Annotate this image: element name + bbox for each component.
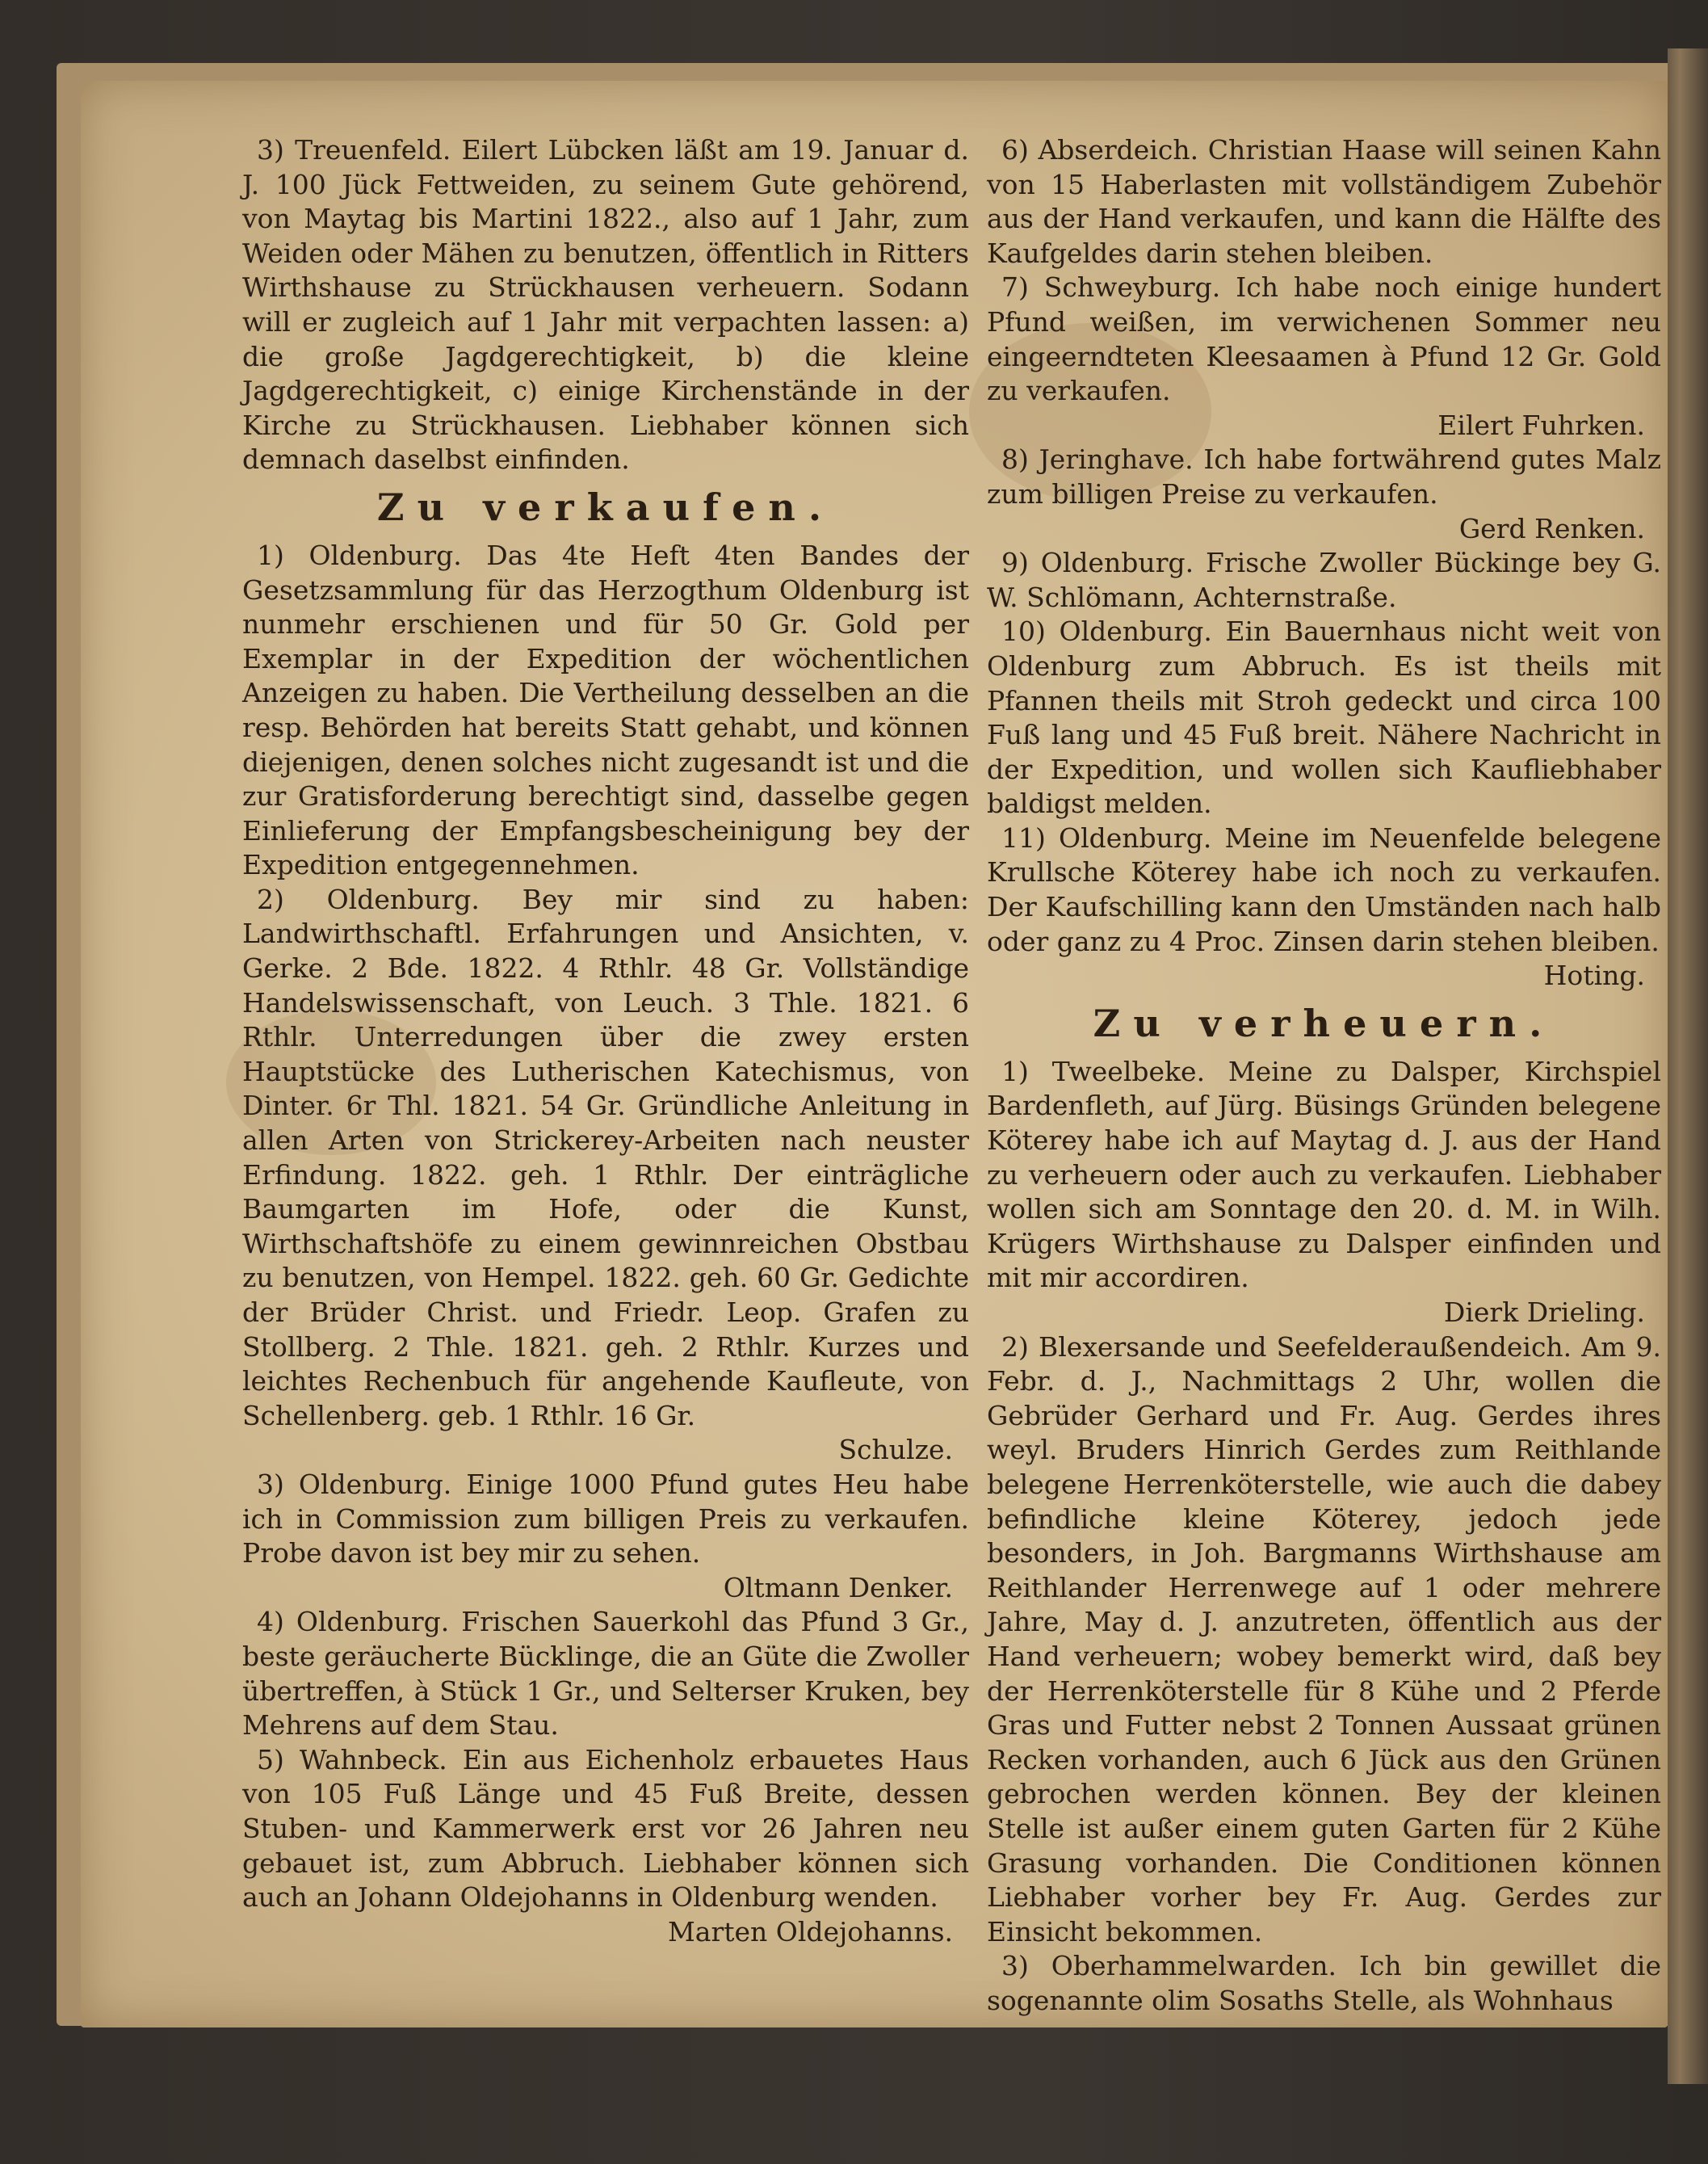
advertisement-paragraph: 11) Oldenburg. Meine im Neuenfelde belegene Krullsche Köterey habe ich noch zu verkaufen. Der Kaufschilling kann den Umständen nach halb oder ganz zu 4 Proc. Zinsen darin stehen bleiben. [987,821,1661,957]
book-binding [1668,48,1708,2084]
advertisement-paragraph: 10) Oldenburg. Ein Bauernhaus nicht weit von Oldenburg zum Abbruch. Es ist theils mit Pfannen theils mit Stroh gedeckt und circa 100 Fuß lang und 45 Fuß breit. Nähere Nachricht in der Expedition, und wollen sich Kaufliebhaber baldigst melden. [987,616,1661,820]
section-heading: Zu verkaufen. [376,485,835,529]
advertiser-signature: Dierk Drieling. [1443,1296,1645,1328]
advertiser-signature: Eilert Fuhrken. [1437,409,1645,441]
advertisement-paragraph: 2) Oldenburg. Bey mir sind zu haben: Landwirthschaftl. Erfahrungen und Ansichten, v. Gerke. 2 Bde. 1822. 4 Rthlr. 48 Gr. Vollständige Handelswissenschaft, von Leuch. 3 Thle. 1821. 6 Rthlr. Unterredungen über die zwey ersten Hauptstücke des Lutherischen Katechismus, von Dinter. 6r Thl. 1821. 54 Gr. Gründliche Anleitung in allen Arten von Strickerey-Arbeiten nach neuster Erfindung. 1822. geh. 1 Rthlr. Der einträgliche Baumgarten im Hofe, oder die Kunst, Wirthschaftshöfe zu einem gewinnreichen Obstbau zu benutzen, von Hempel. 1822. geh. 60 Gr. Gedichte der Brüder Christ. und Friedr. Leop. Grafen zu Stollberg. 2 Thle. 1821. geh. 2 Rthlr. Kurzes und leichtes Rechenbuch für angehende Kaufleute, von Schellenberg. geb. 1 Rthlr. 16 Gr. [242,883,969,1431]
advertiser-signature: Gerd Renken. [1458,512,1645,544]
advertisement-paragraph: 2) Blexersande und Seefelderaußendeich. Am 9. Febr. d. J., Nachmittags 2 Uhr, wollen die Gebrüder Gerhard und Fr. Aug. Gerdes ihres weyl. Bruders Hinrich Gerdes zum Reithlande belegene Herrenköterstelle, wie auch die dabey befindliche kleine Köterey, jedoch jede besonders, in Joh. Bargmanns Wirthshause am Reithlander Herrenwege auf 1 oder mehrere Jahre, May d. J. anzutreten, öffentlich aus der Hand verheuern; wobey bemerkt wird, daß bey der Herrenköterstelle für 8 Kühe und 2 Pferde Gras und Futter nebst 2 Tonnen Aussaat grünen Recken vorhanden, auch 6 Jück aus den Grünen gebrochen werden können. Bey der kleinen Stelle ist außer einem guten Garten für 2 Kühe Grasung vorhanden. Die Conditionen können Liebhaber vorher bey Fr. Aug. Gerdes zur Einsicht bekommen. [987,1330,1661,1948]
advertiser-signature: Hoting. [1543,960,1645,992]
advertiser-signature: Oltmann Denker. [723,1571,953,1603]
advertisement-paragraph: 1) Oldenburg. Das 4te Heft 4ten Bandes der Gesetzsammlung für das Herzogthum Oldenburg ist nunmehr erschienen und für 50 Gr. Gold per Exemplar in der Expedition der wöchentlichen Anzeigen zu haben. Die Vertheilung desselben an die resp. Behörden hat bereits Statt gehabt, und können diejenigen, denen solches nicht zugesandt ist und die zur Gratisforderung berechtigt sind, dasselbe gegen Einlieferung der Empfangsbescheinigung bey der Expedition entgegennehmen. [242,539,969,881]
advertisement-paragraph: 3) Treuenfeld. Eilert Lübcken läßt am 19. Januar d. J. 100 Jück Fettweiden, zu seinem Gute gehörend, von Maytag bis Martini 1822., also auf 1 Jahr, zum Weiden oder Mähen zu benutzen, öffentlich in Ritters Wirthshause zu Strückhausen verheuern. Sodann will er zugleich auf 1 Jahr mit verpachten lassen: a) die große Jagdgerechtigkeit, b) die kleine Jagdgerechtigkeit, c) einige Kirchenstände in der Kirche zu Strückhausen. Liebhaber können sich demnach daselbst einfinden. [242,134,969,476]
advertiser-signature: Schulze. [838,1434,953,1466]
right-column [987,133,1661,2018]
advertisement-paragraph: 3) Oberhammelwarden. Ich bin gewillet die sogenannte olim Sosaths Stelle, als Wohnhaus [987,1950,1661,2016]
advertisement-paragraph: 7) Schweyburg. Ich habe noch einige hundert Pfund weißen, im verwichenen Sommer neu eingeerndteten Kleesaamen à Pfund 12 Gr. Gold zu verkaufen. [987,271,1661,407]
section-heading: Zu verheuern. [1093,1001,1555,1045]
advertiser-signature: Marten Oldejohanns. [668,1915,953,1948]
advertisement-paragraph: 3) Oldenburg. Einige 1000 Pfund gutes Heu habe ich in Commission zum billigen Preis zu verkaufen. Probe davon ist bey mir zu sehen. [242,1468,969,1569]
advertisement-paragraph: 5) Wahnbeck. Ein aus Eichenholz erbauetes Haus von 105 Fuß Länge und 45 Fuß Breite, dessen Stuben- und Kammerwerk erst vor 26 Jahren neu gebauet ist, zum Abbruch. Liebhaber können sich auch an Johann Oldejohanns in Oldenburg wenden. [242,1743,969,1914]
advertisement-paragraph: 4) Oldenburg. Frischen Sauerkohl das Pfund 3 Gr., beste geräucherte Bücklinge, die an Güte die Zwoller übertreffen, à Stück 1 Gr., und Selterser Kruken, bey Mehrens auf dem Stau. [242,1606,969,1742]
advertisement-paragraph: 1) Tweelbeke. Meine zu Dalsper, Kirchspiel Bardenfleth, auf Jürg. Büsings Gründen belegene Köterey habe ich auf Maytag d. J. aus der Hand zu verheuern oder auch zu verkaufen. Liebhaber wollen sich am Sonntage den 20. d. M. in Wilh. Krügers Wirthshause zu Dalsper einfinden und mit mir accordiren. [987,1055,1661,1294]
left-column [242,133,969,1949]
advertisement-paragraph: 8) Jeringhave. Ich habe fortwährend gutes Malz zum billigen Preise zu verkaufen. [987,443,1661,510]
advertisement-paragraph: 6) Abserdeich. Christian Haase will seinen Kahn von 15 Haberlasten mit vollständigem Zubehör aus der Hand verkaufen, und kann die Hälfte des Kaufgeldes darin stehen bleiben. [987,134,1661,269]
advertisement-paragraph: 9) Oldenburg. Frische Zwoller Bückinge bey G. W. Schlömann, Achternstraße. [987,547,1661,613]
